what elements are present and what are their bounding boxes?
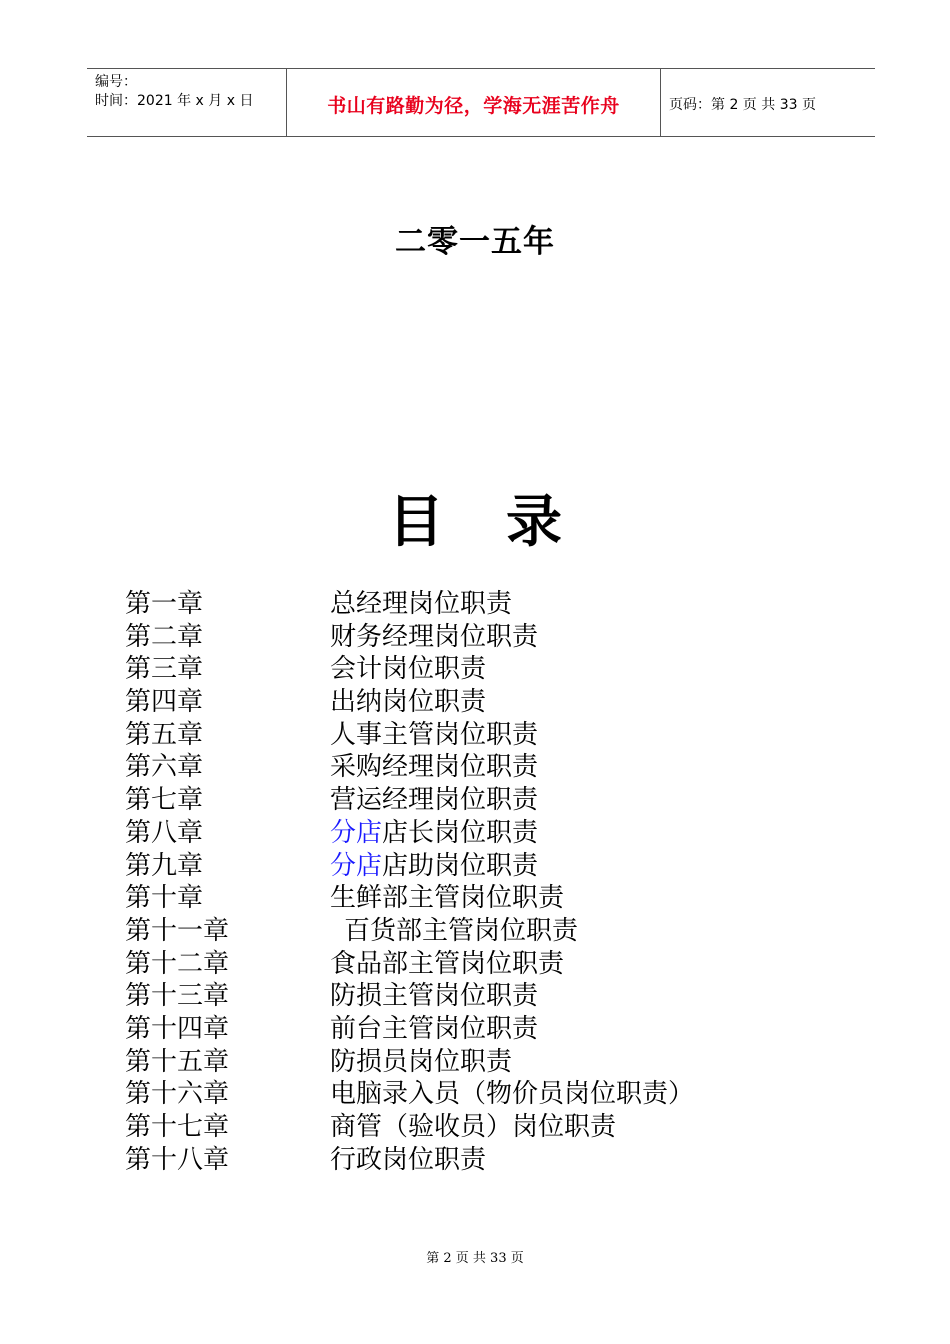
- toc-title-text: 采购经理岗位职责: [330, 752, 539, 783]
- toc-chapter-title: [330, 1111, 616, 1144]
- toc-chapter-number: 第二章: [125, 621, 204, 652]
- toc-title-text: 总经理岗位职责: [330, 589, 513, 619]
- toc-chapter-number: 第九章: [125, 850, 204, 881]
- toc-item[interactable]: [125, 1078, 825, 1111]
- toc-item[interactable]: [125, 882, 825, 915]
- toc-title-text: 店长岗位职责: [382, 817, 539, 848]
- toc-item[interactable]: [125, 817, 825, 850]
- toc-title-text: 前台主管岗位职责: [330, 1013, 539, 1044]
- toc-title-text: 电脑录入员（物价员岗位职责）: [330, 1079, 695, 1110]
- toc-item[interactable]: [125, 588, 825, 621]
- toc-chapter-number: 第十四章: [125, 1013, 230, 1044]
- toc-title-text: 营运经理岗位职责: [330, 785, 539, 816]
- toc-chapter-title: [330, 980, 538, 1013]
- toc-chapter-title: [330, 948, 564, 981]
- toc-chapter-number: 第七章: [125, 785, 204, 816]
- toc-chapter-title: [330, 1078, 694, 1111]
- toc-title-text: 百货部主管岗位职责: [344, 915, 579, 946]
- toc-chapter-number: 第十七章: [125, 1112, 230, 1142]
- toc-chapter-number: 第十三章: [125, 981, 230, 1012]
- toc-chapter-number: 第十一章: [125, 915, 230, 946]
- toc-chapter-title: [330, 719, 538, 752]
- header-code-label: 编号：: [95, 74, 137, 90]
- year-title: 二零一五年: [395, 224, 555, 260]
- toc-item[interactable]: [125, 1111, 825, 1144]
- toc-chapter-title: [330, 817, 538, 850]
- toc-chapter-title: [330, 653, 486, 686]
- toc-title-part2: 录: [506, 489, 562, 555]
- toc-chapter-number: 第十八章: [125, 1144, 230, 1175]
- toc-title: [0, 478, 950, 558]
- toc-title-text: 食品部主管岗位职责: [330, 948, 565, 979]
- toc-item[interactable]: [125, 948, 825, 981]
- toc-item[interactable]: [125, 784, 825, 817]
- toc-chapter-number: 第十五章: [125, 1046, 230, 1077]
- toc-chapter-title: [330, 1144, 486, 1177]
- page-header: [87, 68, 875, 137]
- toc-chapter-number: 第十章: [125, 883, 204, 914]
- toc-chapter-number: 第一章: [125, 589, 204, 619]
- toc-title-prefix: 分店: [330, 850, 383, 881]
- toc-chapter-number: 第四章: [125, 687, 204, 718]
- toc-title-text: 出纳岗位职责: [330, 687, 487, 718]
- toc-item[interactable]: [125, 719, 825, 752]
- header-meta: [95, 73, 253, 111]
- toc-chapter-title: [330, 784, 538, 817]
- toc-title-text: 店助岗位职责: [382, 850, 539, 881]
- toc-chapter-number: 第五章: [125, 719, 204, 750]
- toc-title-prefix: 分店: [330, 817, 383, 848]
- toc-chapter-title: [330, 882, 564, 915]
- toc-item[interactable]: [125, 686, 825, 719]
- toc-item[interactable]: [125, 915, 825, 948]
- toc-chapter-title: [330, 850, 538, 883]
- toc-title-text: 财务经理岗位职责: [330, 621, 539, 652]
- toc-item[interactable]: [125, 1013, 825, 1046]
- toc-item[interactable]: [125, 653, 825, 686]
- toc-chapter-number: 第十六章: [125, 1079, 230, 1110]
- page-footer: 第 2 页 共 33 页: [426, 1251, 524, 1266]
- toc-title-text: 防损主管岗位职责: [330, 981, 539, 1012]
- toc-chapter-title: [330, 1046, 512, 1079]
- toc-chapter-title: [344, 915, 578, 948]
- header-motto: 书山有路勤为径，学海无涯苦作舟: [327, 95, 620, 117]
- toc-item[interactable]: [125, 980, 825, 1013]
- toc-title-text: 行政岗位职责: [330, 1144, 487, 1175]
- toc-title-text: 商管（验收员）岗位职责: [330, 1112, 617, 1142]
- toc-item[interactable]: [125, 621, 825, 654]
- header-page-info: 页码：第 2 页 共 33 页: [669, 97, 816, 113]
- toc-chapter-title: [330, 621, 538, 654]
- toc-chapter-number: 第八章: [125, 817, 204, 848]
- toc-chapter-number: 第六章: [125, 752, 204, 783]
- toc-item[interactable]: [125, 1046, 825, 1079]
- toc-title-text: 会计岗位职责: [330, 654, 487, 685]
- table-of-contents: [125, 588, 825, 1176]
- toc-title-text: 防损员岗位职责: [330, 1046, 513, 1077]
- toc-item[interactable]: [125, 1144, 825, 1177]
- toc-chapter-title: [330, 751, 538, 784]
- toc-title-part1: 目: [388, 489, 444, 555]
- header-date: 时间：2021 年 x 月 x 日: [95, 93, 254, 109]
- toc-title-text: 生鲜部主管岗位职责: [330, 883, 565, 914]
- toc-item[interactable]: [125, 751, 825, 784]
- toc-chapter-title: [330, 588, 512, 621]
- toc-chapter-number: 第十二章: [125, 948, 230, 979]
- header-divider: [660, 69, 661, 136]
- toc-item[interactable]: [125, 850, 825, 883]
- toc-chapter-number: 第三章: [125, 654, 204, 685]
- toc-chapter-title: [330, 686, 486, 719]
- toc-chapter-title: [330, 1013, 538, 1046]
- toc-title-text: 人事主管岗位职责: [330, 719, 539, 750]
